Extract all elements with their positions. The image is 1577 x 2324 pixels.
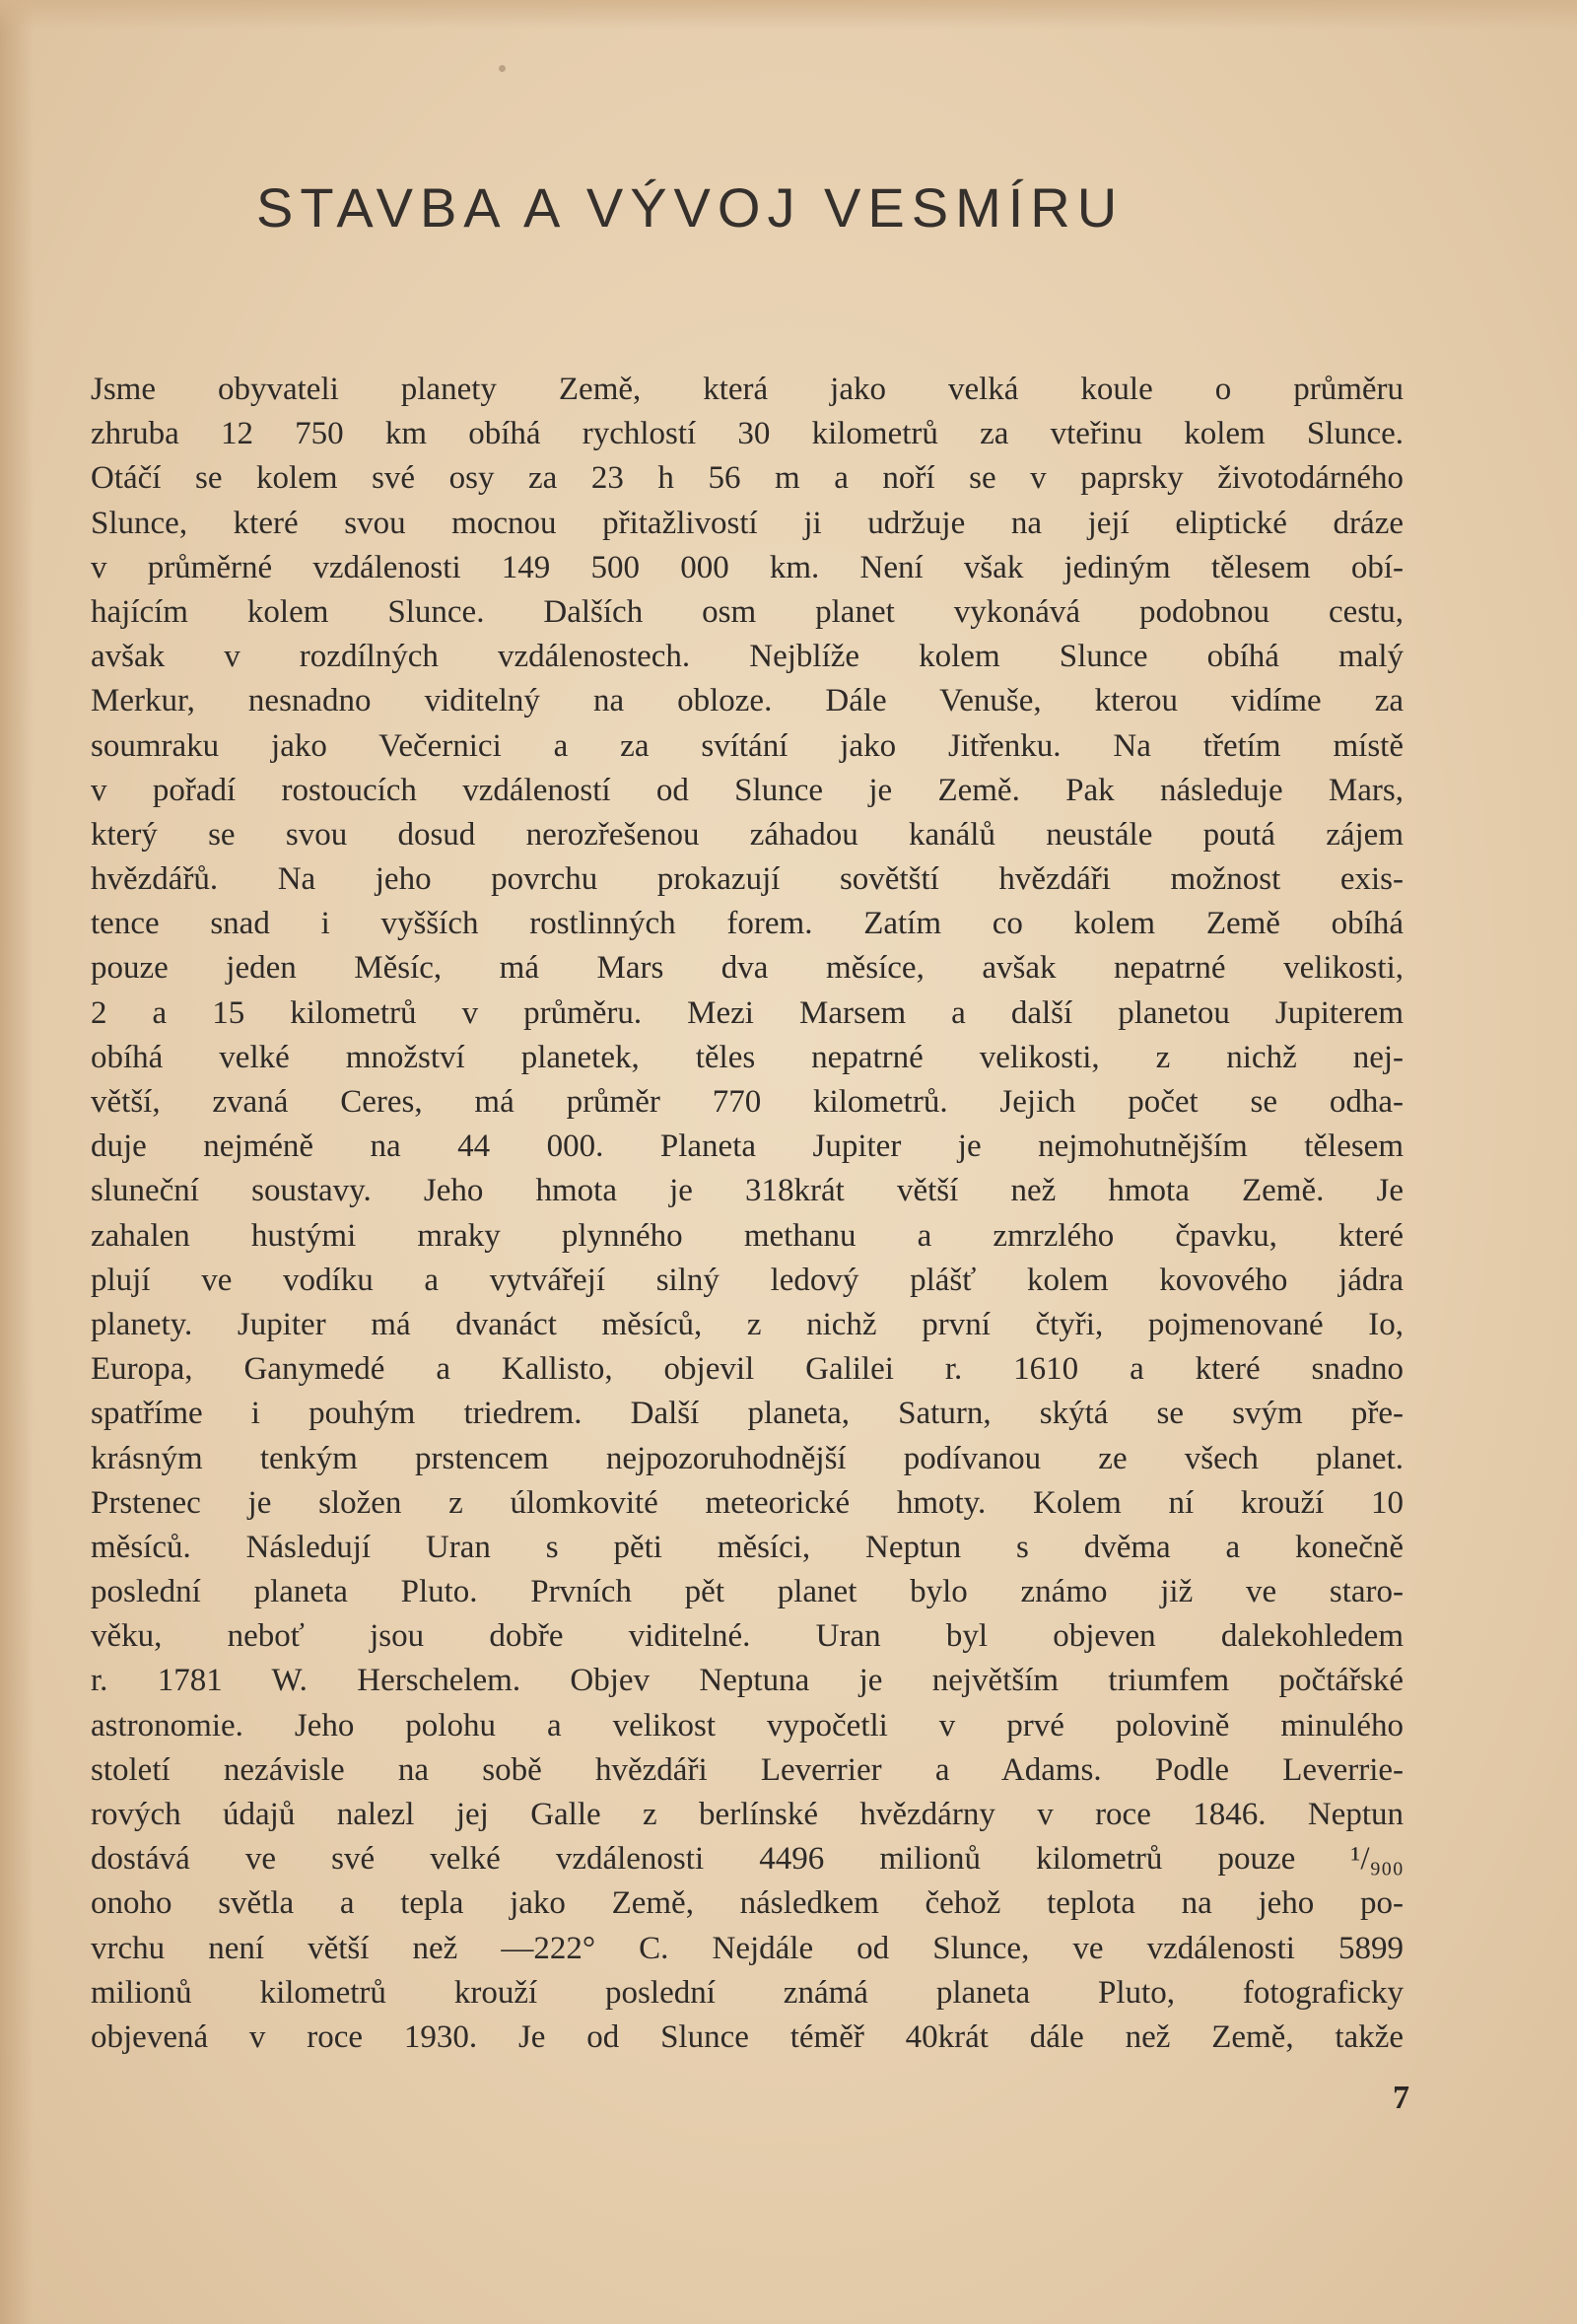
text-line: hvězdářů. Na jeho povrchu prokazují sovětští hvězdáři možnost exis- <box>91 861 1404 898</box>
text-line: poslední planeta Pluto. Prvních pět planet bylo známo již ve staro- <box>91 1574 1404 1610</box>
text-line: tence snad i vyšších rostlinných forem. Zatím co kolem Země obíhá <box>91 906 1404 942</box>
text-line: milionů kilometrů krouží poslední známá planeta Pluto, fotograficky <box>91 1974 1404 2011</box>
text-line: vrchu není větší než —222° C. Nejdále od Slunce, ve vzdálenosti 5899 <box>91 1930 1404 1966</box>
text-line: hajícím kolem Slunce. Dalších osm planet vykonává podobnou cestu, <box>91 593 1404 630</box>
text-line: avšak v rozdílných vzdálenostech. Nejblíže kolem Slunce obíhá malý <box>91 639 1404 675</box>
text-line: spatříme i pouhým triedrem. Další planeta, Saturn, skýtá se svým pře- <box>91 1396 1404 1432</box>
text-line: v průměrné vzdálenosti 149 500 000 km. Není však jediným tělesem obí- <box>91 549 1404 585</box>
text-line: století nezávisle na sobě hvězdáři Leverrier a Adams. Podle Leverrie- <box>91 1751 1404 1788</box>
text-line: zahalen hustými mraky plynného methanu a zmrzlého čpavku, které <box>91 1217 1404 1254</box>
text-line: r. 1781 W. Herschelem. Objev Neptuna je největším triumfem počtářské <box>91 1663 1404 1699</box>
text-line: soumraku jako Večernici a za svítání jako Jitřenku. Na třetím místě <box>91 727 1404 764</box>
text-line: dostává ve své velké vzdálenosti 4496 milionů kilometrů pouze ¹/₉₀₀ <box>91 1841 1404 1878</box>
text-line: duje nejméně na 44 000. Planeta Jupiter je nejmohutnějším tělesem <box>91 1128 1404 1165</box>
text-line: Merkur, nesnadno viditelný na obloze. Dále Venuše, kterou vidíme za <box>91 683 1404 719</box>
text-line: krásným tenkým prstencem nejpozoruhodnější podívanou ze všech planet. <box>91 1440 1404 1476</box>
text-line: pouze jeden Měsíc, má Mars dva měsíce, avšak nepatrné velikosti, <box>91 950 1404 987</box>
text-line: sluneční soustavy. Jeho hmota je 318krát větší než hmota Země. Je <box>91 1173 1404 1209</box>
text-line: Otáčí se kolem své osy za 23 h 56 m a noří se v paprsky životodárného <box>91 460 1404 497</box>
text-line: obíhá velké množství planetek, těles nepatrné velikosti, z nichž nej- <box>91 1039 1404 1075</box>
text-line: měsíců. Následují Uran s pěti měsíci, Neptun s dvěma a konečně <box>91 1529 1404 1565</box>
page-number: 7 <box>1393 2080 1409 2116</box>
text-line: věku, neboť jsou dobře viditelné. Uran byl objeven dalekohledem <box>91 1618 1404 1655</box>
text-line: větší, zvaná Ceres, má průměr 770 kilometrů. Jejich počet se odha- <box>91 1084 1404 1120</box>
chapter-title: STAVBA A VÝVOJ VESMÍRU <box>256 175 1125 239</box>
text-line: rových údajů nalezl jej Galle z berlínské hvězdárny v roce 1846. Neptun <box>91 1797 1404 1832</box>
body-paragraph <box>91 368 1404 2060</box>
text-line: astronomie. Jeho polohu a velikost vypočetli v prvé polovině minulého <box>91 1707 1404 1743</box>
text-line: plují ve vodíku a vytvářejí silný ledový plášť kolem kovového jádra <box>91 1262 1404 1298</box>
page-edge-shadow <box>0 0 34 2324</box>
text-line: Prstenec je složen z úlomkovité meteorické hmoty. Kolem ní krouží 10 <box>91 1484 1404 1521</box>
text-line: který se svou dosud nerozřešenou záhadou kanálů neustále poutá zájem <box>91 816 1404 853</box>
paper-speck <box>499 65 506 72</box>
text-line: planety. Jupiter má dvanáct měsíců, z nichž první čtyři, pojmenované Io, <box>91 1306 1404 1342</box>
text-line: objevená v roce 1930. Je od Slunce téměř 40krát dále než Země, takže <box>91 2018 1404 2055</box>
page-top-shadow <box>0 0 1577 30</box>
text-line: Slunce, které svou mocnou přitažlivostí ji udržuje na její eliptické dráze <box>91 505 1404 541</box>
text-line: Europa, Ganymedé a Kallisto, objevil Galilei r. 1610 a které snadno <box>91 1351 1404 1388</box>
text-line: onoho světla a tepla jako Země, následkem čehož teplota na jeho po- <box>91 1885 1404 1922</box>
text-line: Jsme obyvateli planety Země, která jako velká koule o průměru <box>91 372 1404 407</box>
text-line: zhruba 12 750 km obíhá rychlostí 30 kilometrů za vteřinu kolem Slunce. <box>91 416 1404 452</box>
text-line: 2 a 15 kilometrů v průměru. Mezi Marsem a další planetou Jupiterem <box>91 994 1404 1031</box>
text-line: v pořadí rostoucích vzdáleností od Slunce je Země. Pak následuje Mars, <box>91 772 1404 808</box>
